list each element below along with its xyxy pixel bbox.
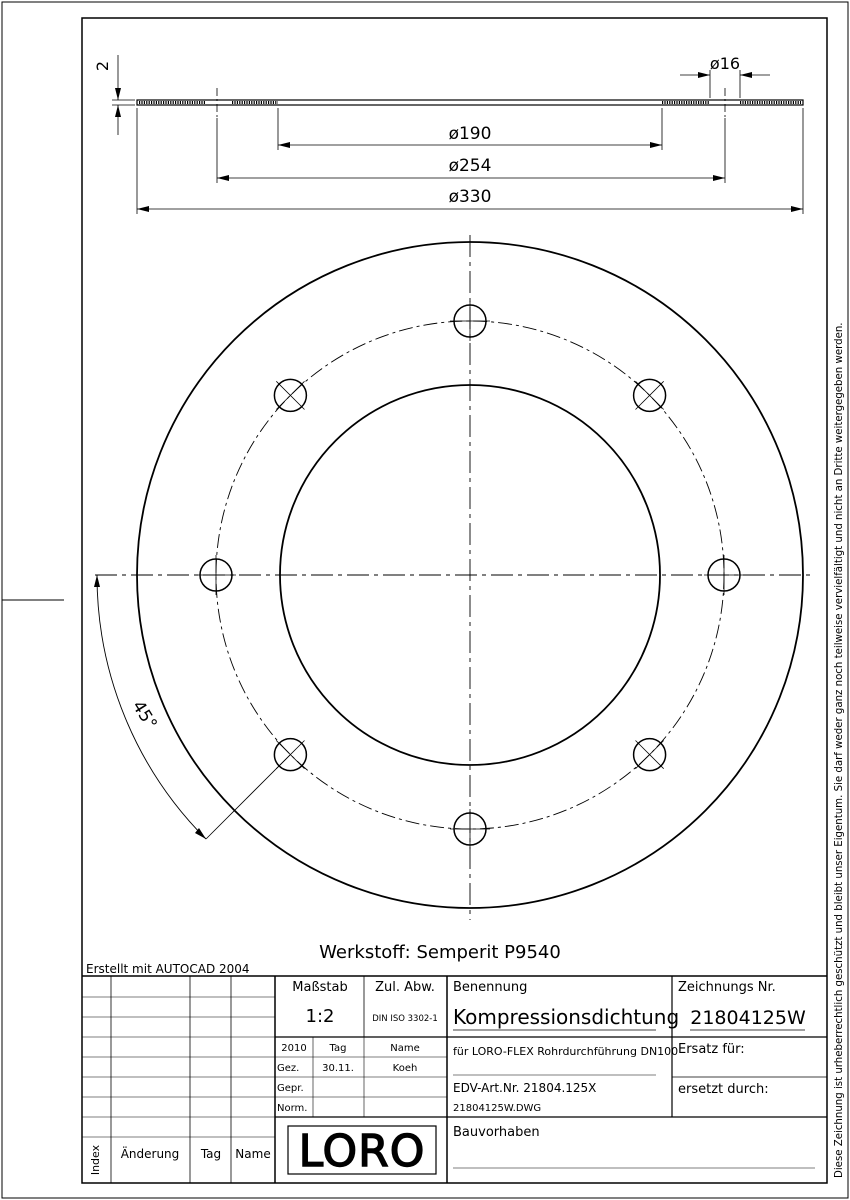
drawn-name: Koeh bbox=[392, 1063, 418, 1074]
diameter-190-dimension bbox=[278, 108, 662, 150]
bolt-hole bbox=[450, 809, 490, 849]
subtitle: für LORO-FLEX Rohrdurchführung DN100 bbox=[453, 1045, 679, 1058]
name-label: Name bbox=[390, 1043, 420, 1054]
day-label: Tag bbox=[329, 1043, 347, 1054]
bolt-hole bbox=[704, 555, 744, 595]
diameter-254-label: ø254 bbox=[448, 156, 492, 176]
thickness-dimension bbox=[93, 55, 135, 135]
angle-dimension bbox=[94, 575, 290, 839]
norm-label: Norm. bbox=[277, 1103, 308, 1114]
edv-number: EDV-Art.Nr. 21804.125X bbox=[453, 1081, 597, 1095]
thickness-label: 2 bbox=[93, 60, 112, 72]
side-view bbox=[137, 88, 803, 118]
drawn-date: 30.11. bbox=[322, 1063, 354, 1074]
angle-label: 45° bbox=[127, 697, 161, 734]
revision-index-header: Index bbox=[89, 1144, 102, 1176]
hole-diameter-label: ø16 bbox=[709, 54, 741, 73]
loro-logo-text: LORO bbox=[298, 1126, 426, 1177]
bolt-hole bbox=[634, 739, 666, 771]
diameter-190-label: ø190 bbox=[448, 124, 492, 144]
bolt-hole bbox=[450, 301, 490, 341]
drawing-number-value: 21804125W bbox=[690, 1007, 806, 1029]
bolt-hole bbox=[274, 379, 306, 411]
bolt-hole bbox=[634, 379, 666, 411]
created-with-note: Erstellt mit AUTOCAD 2004 bbox=[86, 962, 250, 976]
dwg-filename: 21804125W.DWG bbox=[453, 1103, 542, 1114]
replacement-label: Ersatz für: bbox=[678, 1042, 745, 1057]
checked-label: Gepr. bbox=[277, 1083, 304, 1094]
bolt-hole bbox=[196, 555, 236, 595]
revision-change-header: Änderung bbox=[120, 1147, 180, 1161]
front-view bbox=[95, 235, 815, 920]
tolerance-value: DIN ISO 3302-1 bbox=[372, 1014, 438, 1024]
project-label: Bauvorhaben bbox=[453, 1125, 540, 1140]
tolerance-label: Zul. Abw. bbox=[375, 980, 435, 995]
material-note: Werkstoff: Semperit P9540 bbox=[319, 942, 561, 963]
copyright-note: Diese Zeichnung ist urheberrechtlich geschützt und bleibt unser Eigentum. Sie darf weder ganz noch teilweise vervielfältigt und nicht an Dritte weitergegeben werden. bbox=[834, 322, 845, 1178]
year-label: 2010 bbox=[281, 1043, 307, 1054]
drawn-label: Gez. bbox=[277, 1063, 300, 1074]
designation-value: Kompressionsdichtung bbox=[453, 1005, 680, 1029]
diameter-330-label: ø330 bbox=[448, 187, 492, 207]
replaced-by-label: ersetzt durch: bbox=[678, 1082, 769, 1097]
revision-name-header: Name bbox=[235, 1147, 271, 1161]
drawing-number-label: Zeichnungs Nr. bbox=[678, 980, 776, 995]
scale-label: Maßstab bbox=[292, 980, 348, 995]
scale-value: 1:2 bbox=[305, 1006, 335, 1027]
loro-logo bbox=[288, 1126, 436, 1177]
designation-label: Benennung bbox=[453, 980, 528, 995]
revision-day-header: Tag bbox=[200, 1147, 222, 1161]
